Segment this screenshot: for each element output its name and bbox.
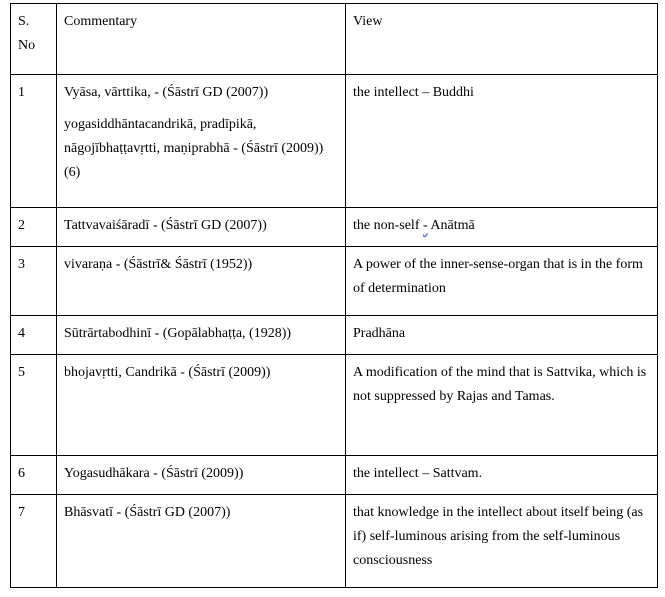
row-sno: 5 — [11, 355, 57, 456]
row-commentary — [57, 247, 346, 316]
row-sno: 4 — [11, 316, 57, 355]
row-sno: 3 — [11, 247, 57, 316]
commentary-line: vivaraṇa - (Śāstrī& Śāstrī (1952)) — [64, 257, 253, 272]
table-row — [11, 495, 658, 588]
row-view: that knowledge in the intellect about itself being (as if) self-luminous arising from the self-luminous consciousness — [346, 495, 658, 588]
row-commentary — [57, 316, 346, 355]
row-commentary — [57, 495, 346, 588]
commentary-line: bhojavṛtti, Candrikā - (Śāstrī (2009)) — [64, 365, 271, 380]
row-sno: 1 — [11, 75, 57, 208]
commentary-line: Vyāsa, vārttika, - (Śāstrī GD (2007)) — [64, 85, 269, 100]
header-view: View — [346, 4, 658, 75]
header-sno: S. No — [11, 4, 57, 75]
commentary-line: Bhāsvatī - (Śāstrī GD (2007)) — [64, 505, 231, 520]
row-view: the intellect – Buddhi — [346, 75, 658, 208]
view-text: Anātmā — [427, 218, 475, 233]
table-row — [11, 316, 658, 355]
table-row — [11, 208, 658, 247]
row-sno: 7 — [11, 495, 57, 588]
header-commentary: Commentary — [57, 4, 346, 75]
row-view: A power of the inner-sense-organ that is in the form of determination — [346, 247, 658, 316]
row-commentary — [57, 456, 346, 495]
commentary-line: Tattvavaiśāradī - (Śāstrī GD (2007)) — [64, 218, 267, 233]
row-commentary — [57, 355, 346, 456]
row-view: Pradhāna — [346, 316, 658, 355]
table-row — [11, 456, 658, 495]
row-view — [346, 208, 658, 247]
row-view: the intellect – Sattvam. — [346, 456, 658, 495]
commentary-table — [10, 3, 658, 588]
commentary-line: Yogasudhākara - (Śāstrī (2009)) — [64, 466, 244, 481]
commentary-line: Sūtrārtabodhinī - (Gopālabhaṭṭa, (1928)) — [64, 326, 292, 341]
row-view: A modification of the mind that is Sattvika, which is not suppressed by Rajas and Tamas. — [346, 355, 658, 456]
view-text: the non-self — [353, 218, 423, 233]
table-row — [11, 355, 658, 456]
spellcheck-mark: - — [422, 218, 428, 233]
row-sno: 6 — [11, 456, 57, 495]
table-row — [11, 75, 658, 208]
table-header-row — [11, 4, 658, 75]
row-commentary — [57, 208, 346, 247]
row-sno: 2 — [11, 208, 57, 247]
commentary-line: yogasiddhāntacandrikā, pradīpikā, nāgojībhaṭṭavṛtti, maṇiprabhā - (Śāstrī (2009)) (6) — [64, 117, 324, 180]
row-commentary — [57, 75, 346, 208]
table-row — [11, 247, 658, 316]
